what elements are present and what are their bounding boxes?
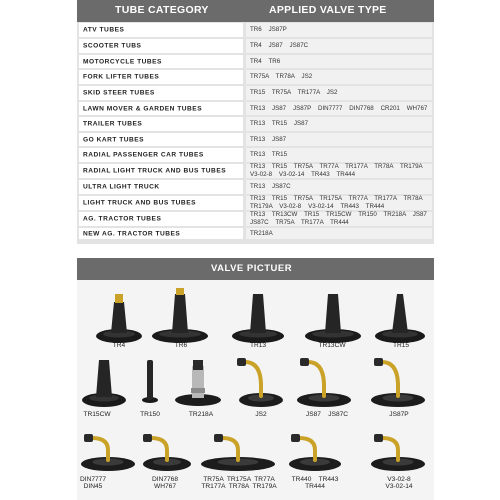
valve-type-cell <box>246 55 432 68</box>
valve-label <box>250 342 266 349</box>
valve-type-list: TR75A TR78A JS2 <box>250 73 313 80</box>
valve-item <box>367 430 429 474</box>
tube-category-cell <box>79 228 243 239</box>
valve-label <box>393 342 409 349</box>
valve-label-line: DIN7777 <box>79 476 107 483</box>
valve-label-line: TR75A TR175A TR77A <box>203 476 275 483</box>
tube-category-label: MOTORCYCLE TUBES <box>83 58 162 65</box>
valve-type-cell <box>246 133 432 146</box>
valve-type-list: TR13 TR15 TR75A TR175A TR77A TR177A TR78A TR179A V3-02-8 V3-02-14 TR443 TR444 <box>250 195 430 210</box>
table-row <box>77 179 434 195</box>
tube-category-cell <box>79 148 243 162</box>
brass-bent-valve-icon <box>77 430 139 474</box>
tube-category-label: RADIAL PASSENGER CAR TUBES <box>83 151 204 159</box>
valve-label <box>306 411 348 418</box>
valve-type-list: TR218A <box>250 229 273 237</box>
tube-category-cell <box>79 133 243 146</box>
valve-label <box>255 411 266 418</box>
valve-item <box>285 430 345 474</box>
tube-category-label: AG. TRACTOR TUBES <box>83 215 162 223</box>
valve-label-line: TR218A <box>188 411 214 418</box>
valve-label-line: TR6 <box>174 342 188 349</box>
tube-category-label: NEW AG. TRACTOR TUBES <box>83 230 181 237</box>
valve-label-line: TR440 TR443 <box>291 476 339 483</box>
rubber-valve-tall-icon <box>79 354 129 410</box>
table-header <box>77 0 434 22</box>
tube-category-cell <box>79 55 243 68</box>
valve-label <box>385 476 412 490</box>
valve-label <box>80 476 106 490</box>
brass-bent-valve-icon <box>293 354 355 410</box>
tube-category-cell <box>79 23 243 37</box>
valve-picture-section <box>77 258 434 500</box>
valve-label-line-2: DIN45 <box>83 483 103 490</box>
valve-item <box>149 288 211 346</box>
valve-type-cell <box>246 70 432 84</box>
table-row <box>77 22 434 38</box>
valve-type-cell <box>246 228 432 239</box>
valve-label <box>189 411 213 418</box>
valve-picture-header <box>77 258 434 280</box>
valve-label-line: TR13 <box>249 342 267 349</box>
valve-type-cell <box>246 212 432 226</box>
valve-label-line: TR4 <box>112 342 126 349</box>
valve-type-list: TR13 TR15 TR75A TR77A TR177A TR78A TR179A V3-02-8 V3-02-14 TR443 TR444 <box>250 163 430 178</box>
valve-label-line: TR13CW <box>318 342 346 349</box>
header-tube-category: TUBE CATEGORY <box>115 4 209 16</box>
tube-category-cell <box>79 164 243 178</box>
table-row <box>77 211 434 227</box>
table-row <box>77 195 434 211</box>
table-row <box>77 85 434 101</box>
tube-category-label: FORK LIFTER TUBES <box>83 73 160 81</box>
rubber-valve-cone-icon <box>372 288 428 346</box>
valve-item <box>235 354 287 410</box>
valve-type-list: TR13 TR15 JS87 <box>250 120 309 127</box>
table-row <box>77 116 434 132</box>
valve-type-list: TR4 TR6 <box>250 57 281 65</box>
valve-item <box>197 430 279 474</box>
valve-item <box>139 430 195 474</box>
valve-label-line: DIN7768 <box>151 476 179 483</box>
valve-type-cell <box>246 196 432 210</box>
valve-application-table <box>77 0 434 244</box>
table-row <box>77 227 434 240</box>
tube-category-cell <box>79 196 243 210</box>
valve-label-line-2: V3-02-14 <box>385 483 413 490</box>
tube-category-cell <box>79 39 243 53</box>
table-row <box>77 101 434 116</box>
rubber-valve-cap-icon <box>149 288 211 346</box>
valve-type-list: TR13 JS87 JS87P DIN7777 DIN7768 CR201 WH767 <box>250 104 428 112</box>
valve-type-cell <box>246 164 432 178</box>
tube-category-label: SCOOTER TUBS <box>83 42 142 50</box>
valve-label-line: TR15 <box>392 342 410 349</box>
tube-category-label: RADIAL LIGHT TRUCK AND BUS TUBES <box>83 167 227 175</box>
valve-type-cell <box>246 180 432 194</box>
valve-type-cell <box>246 148 432 162</box>
valve-label-line: V3-02-8 <box>387 476 411 483</box>
valve-item <box>172 354 224 410</box>
tractor-valve-icon <box>172 354 224 410</box>
valve-label-line: TR15CW <box>83 411 111 418</box>
tube-category-cell <box>79 70 243 84</box>
valve-label-line: JS87 JS87C <box>305 411 349 418</box>
table-row <box>77 69 434 85</box>
valve-item <box>293 354 355 410</box>
valve-item <box>367 354 429 410</box>
tube-category-cell <box>79 86 243 100</box>
valve-item <box>372 288 428 346</box>
valve-label <box>201 476 276 490</box>
valve-type-cell <box>246 39 432 53</box>
table-row <box>77 132 434 147</box>
table-row <box>77 38 434 54</box>
tube-category-label: LIGHT TRUCK AND BUS TUBES <box>83 199 196 207</box>
valve-item <box>79 354 129 410</box>
valve-type-list: TR6 JS87P <box>250 26 287 33</box>
valve-type-list: TR13 TR15 <box>250 151 288 158</box>
tube-category-label: TRAILER TUBES <box>83 120 143 128</box>
tube-category-label: ULTRA LIGHT TRUCK <box>83 183 160 191</box>
table-row <box>77 147 434 163</box>
valve-label-line-2: WH767 <box>154 483 176 490</box>
valve-label-line-2: TR444 <box>305 483 325 490</box>
valve-type-list: TR4 JS87 JS87C <box>250 42 309 49</box>
rubber-valve-tall-icon <box>302 288 364 346</box>
tube-category-label: LAWN MOVER & GARDEN TUBES <box>83 105 203 112</box>
valve-label <box>113 342 125 349</box>
rubber-valve-stick-icon <box>133 354 167 410</box>
valve-type-list: TR15 TR75A TR177A JS2 <box>250 89 338 96</box>
valve-type-list: TR13 JS87 <box>250 135 287 143</box>
brass-bent-valve-icon <box>139 430 195 474</box>
tube-category-cell <box>79 102 243 115</box>
rubber-valve-small-icon <box>93 288 145 346</box>
valve-type-list: TR13 TR13CW TR15 TR15CW TR150 TR218A JS87 JS87C TR75A TR177A TR444 <box>250 211 434 226</box>
brass-bent-valve-icon <box>197 430 279 474</box>
brass-bent-valve-icon <box>235 354 287 410</box>
valve-label <box>83 411 110 418</box>
valve-label <box>152 476 178 490</box>
rubber-valve-tall-icon <box>229 288 287 346</box>
tube-category-cell <box>79 180 243 194</box>
tube-category-cell <box>79 117 243 131</box>
valve-picture-title: VALVE PICTUER <box>211 263 293 274</box>
valve-item <box>302 288 364 346</box>
table-row <box>77 54 434 69</box>
tube-category-label: SKID STEER TUBES <box>83 89 155 97</box>
tube-category-cell <box>79 212 243 226</box>
valve-type-list: TR13 JS87C <box>250 183 291 190</box>
valve-item <box>77 430 139 474</box>
valve-label-line: JS2 <box>255 411 267 418</box>
valve-type-cell <box>246 23 432 37</box>
table-row <box>77 163 434 179</box>
valve-label <box>140 411 160 418</box>
valve-label-line: JS87P <box>389 411 409 418</box>
tube-category-label: ATV TUBES <box>83 26 125 34</box>
brass-bent-valve-icon <box>367 354 429 410</box>
valve-label-line: TR150 <box>140 411 160 418</box>
valve-label <box>175 342 187 349</box>
valve-label <box>292 476 339 490</box>
valve-label-line-2: TR177A TR78A TR179A <box>201 483 277 490</box>
brass-bent-valve-icon <box>367 430 429 474</box>
valve-label <box>318 342 345 349</box>
header-applied-valve-type: APPLIED VALVE TYPE <box>269 4 387 16</box>
brass-bent-valve-icon <box>285 430 345 474</box>
valve-type-cell <box>246 117 432 131</box>
valve-item <box>93 288 145 346</box>
valve-item <box>133 354 167 410</box>
valve-type-cell <box>246 86 432 100</box>
valve-type-cell <box>246 102 432 115</box>
valve-item <box>229 288 287 346</box>
tube-category-label: GO KART TUBES <box>83 136 145 143</box>
valve-label <box>389 411 408 418</box>
